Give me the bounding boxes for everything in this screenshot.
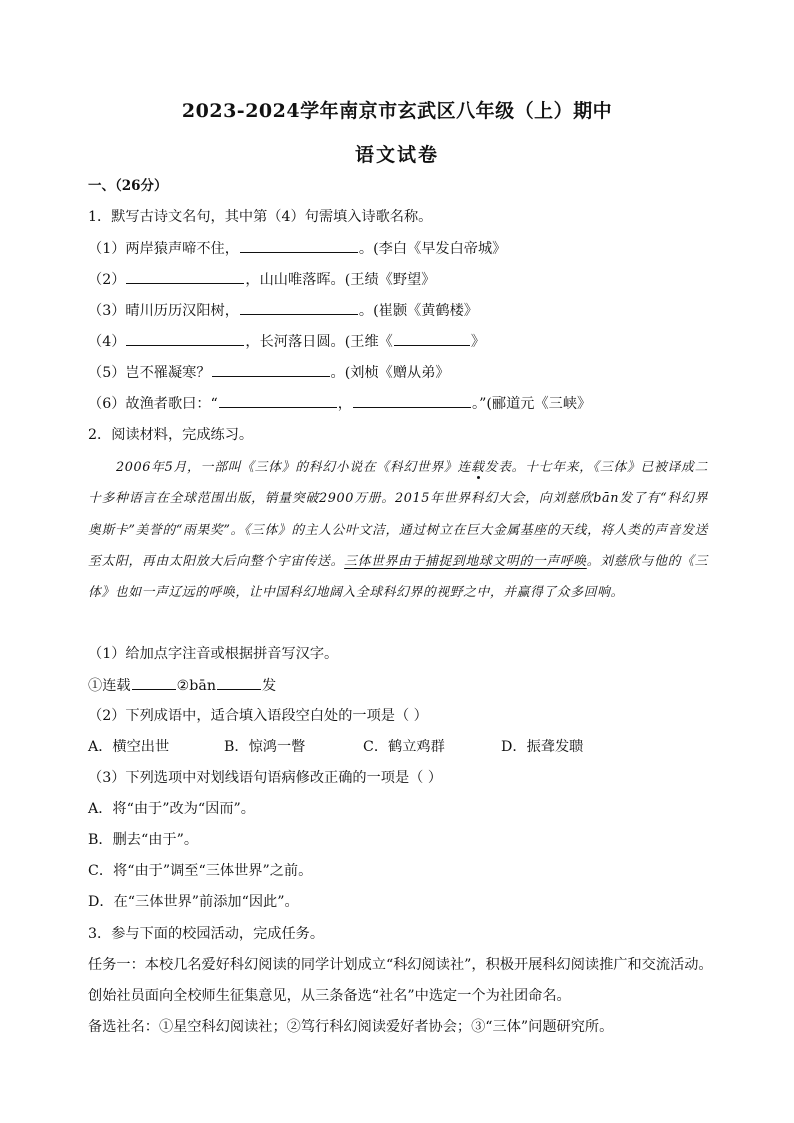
answer-blank[interactable] — [126, 331, 244, 346]
item-source: 。(李白《早发白帝城》 — [358, 241, 507, 257]
answer-blank[interactable] — [240, 238, 358, 253]
reading-passage — [88, 452, 708, 608]
answer-blank[interactable] — [240, 300, 358, 315]
q2-sub3: （3）下列选项中对划线语句语病修改正确的一项是（ ） — [88, 770, 443, 786]
item-number: （6） — [88, 396, 126, 412]
task-1-text: 任务一：本校几名爱好科幻阅读的同学计划成立“科幻阅读社”，积极开展科幻阅读推广和交流活动。 — [88, 957, 713, 973]
option-d[interactable]: D．在“三体世界”前添加“因此”。 — [88, 894, 299, 910]
question-3-stem: 3．参与下面的校园活动，完成任务。 — [88, 926, 325, 942]
answer-blank[interactable] — [219, 393, 337, 408]
item-source: ，长河落日圆。(王维《 — [245, 334, 393, 350]
q1-item-3 — [88, 300, 478, 321]
item-number: （4） — [88, 334, 126, 350]
q2-sub1-answers — [88, 675, 276, 696]
item-number: （5） — [88, 365, 126, 381]
passage-text: 2006年5月，一部叫《三体》的科幻小说在《科幻世界》连 — [116, 460, 472, 475]
candidate-names: 备选社名：①星空科幻阅读社；②笃行科幻阅读爱好者协会；③“三体”问题研究所。 — [88, 1019, 614, 1035]
option-d[interactable]: D．振聋发聩 — [501, 739, 584, 755]
passage-text: 发表。十七年来，《三体》已被译成二十多种语言在全球范围出版，销量突破2900万册。2015年世界科幻大会，向刘慈欣bān发了有“科幻界奥斯卡”美誉的“雨果奖”。《三体》的主人公叶文洁，通过树立在巨大金属基座的天线，将人类的声音发送至太阳，再由太阳放大后向整个宇宙传送。 — [88, 460, 708, 569]
task-1-text-cont: 创始社员面向全校师生征集意见，从三条备选“社名”中选定一个为社团命名。 — [88, 988, 571, 1004]
item-number: （3） — [88, 303, 126, 319]
item-source: 。(崔颢《黄鹤楼》 — [358, 303, 478, 319]
q2-sub2: （2）下列成语中，适合填入语段空白处的一项是（ ） — [88, 708, 428, 724]
item-number: （1） — [88, 241, 126, 257]
item-source: 。(刘桢《赠从弟》 — [330, 365, 450, 381]
item-text: 晴川历历汉阳树， — [125, 303, 239, 319]
option-b[interactable]: B．删去“由于”。 — [88, 832, 199, 848]
page-subtitle: 语文试卷 — [354, 144, 439, 166]
page-title: 2023-2024学年南京市玄武区八年级（上）期中 — [181, 100, 613, 122]
answer-blank[interactable] — [126, 269, 244, 284]
q1-item-5 — [88, 362, 450, 383]
option-a[interactable]: A．将“由于”改为“因而”。 — [88, 801, 255, 817]
section-heading: 一、（26分） — [88, 178, 168, 194]
option-c[interactable]: C．鹤立鸡群 — [363, 739, 445, 755]
answer-blank[interactable] — [132, 675, 176, 690]
underlined-sentence: 三体世界由于捕捉到地球文明的一声呼唤 — [344, 553, 587, 569]
item-text: 岂不罹凝寒？ — [125, 365, 211, 381]
item-text: 两岸猿声啼不住， — [125, 241, 239, 257]
answer-blank[interactable] — [353, 393, 471, 408]
q1-item-6 — [88, 393, 591, 414]
answer-blank[interactable] — [217, 675, 261, 690]
question-2-stem: 2．阅读材料，完成练习。 — [88, 427, 254, 443]
option-c[interactable]: C．将“由于”调至“三体世界”之前。 — [88, 863, 313, 879]
passage-text: 。刘慈欣与他的《三体》也如一声辽远的呼唤，让中国科幻地阔入全球科幻界的视野之中，并赢得了众多回响。 — [88, 553, 708, 601]
item-source-close: 》 — [470, 334, 486, 350]
q2-sub1: （1）给加点字注音或根据拼音写汉字。 — [88, 646, 339, 662]
item-label: 发 — [261, 678, 277, 694]
item-label: ①连载 — [88, 678, 131, 694]
item-source: 。”(郦道元《三峡》 — [472, 396, 592, 412]
poem-title-blank[interactable] — [394, 331, 470, 346]
option-a[interactable]: A．横空出世 — [88, 739, 170, 755]
item-text: ， — [337, 396, 352, 412]
q1-item-2 — [88, 269, 435, 290]
answer-blank[interactable] — [212, 362, 330, 377]
item-source: ，山山唯落晖。(王绩《野望》 — [245, 272, 436, 288]
q1-item-1 — [88, 238, 506, 259]
option-b[interactable]: B．惊鸿一瞥 — [224, 739, 306, 755]
item-label: ②bān — [176, 678, 216, 694]
question-1-stem: 1．默写古诗文名句，其中第（4）句需填入诗歌名称。 — [88, 209, 433, 225]
dotted-character: 载 — [471, 460, 485, 475]
q1-item-4 — [88, 331, 485, 352]
item-text: 故渔者歌曰：“ — [125, 396, 218, 412]
item-number: （2） — [88, 272, 126, 288]
